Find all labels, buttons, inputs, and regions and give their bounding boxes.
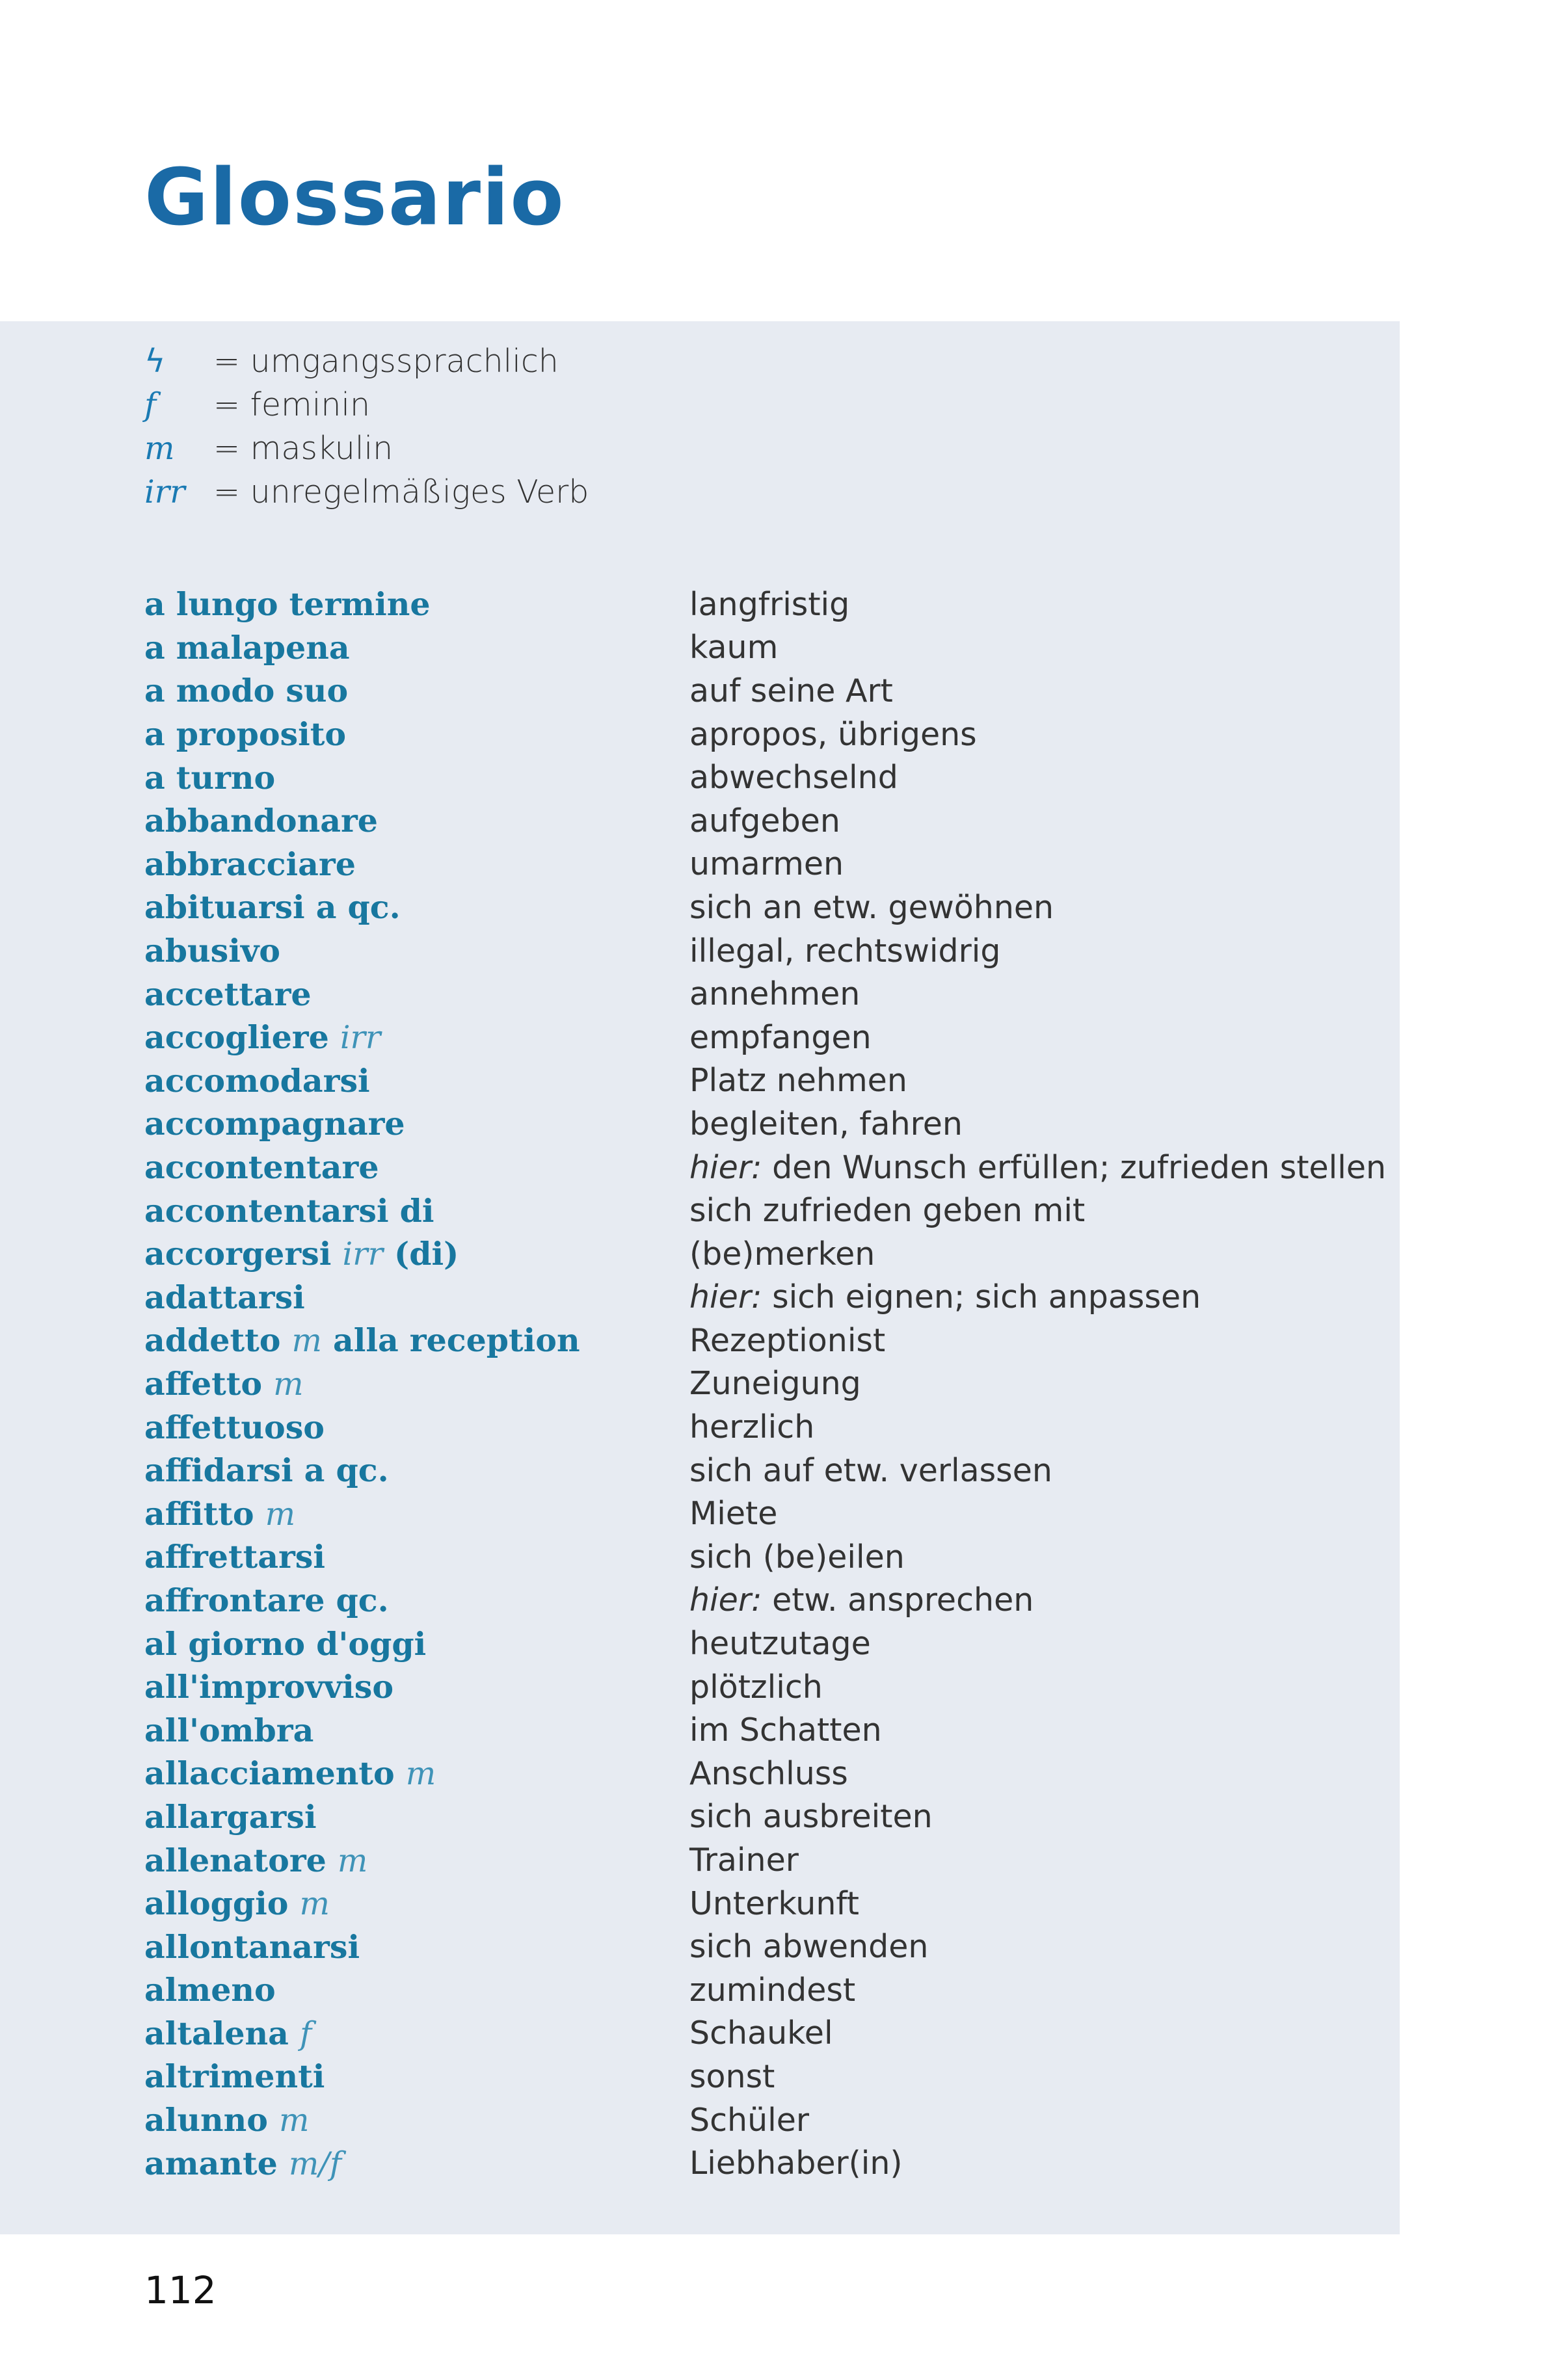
italian-term [144,932,689,970]
term-word: a lungo termine [144,585,431,624]
term-word: abituarsi a qc. [144,888,401,927]
translation-text: Schüler [689,2101,810,2139]
glossary-entry [144,1838,1386,1882]
italian-term [144,672,689,709]
glossary-entry [144,626,1386,670]
term-word: all'ombra [144,1711,314,1749]
translation-text: Schaukel [689,2015,833,2052]
german-translation [689,1885,859,1922]
translation-text: etw. ansprechen [772,1581,1034,1619]
translation-text: sich (be)eilen [689,1538,905,1576]
italian-term [144,1192,689,1230]
grammar-marker: irr [342,1236,383,1273]
german-translation [689,1495,777,1532]
usage-qualifier: hier: [689,1581,762,1619]
grammar-marker: m [337,1842,368,1879]
glossary-entry [144,1795,1386,1839]
german-translation [689,1322,885,1359]
glossary-entry [144,1405,1386,1449]
translation-text: sich zufrieden geben mit [689,1192,1086,1230]
glossary-entry [144,886,1386,929]
german-translation [689,672,893,709]
glossary-entry [144,1276,1386,1319]
term-word: affettuoso [144,1408,325,1446]
term-word: alunno [144,2101,268,2139]
italian-term [144,1495,689,1533]
german-translation [689,1712,882,1749]
german-translation [689,1755,848,1792]
translation-text: Rezeptionist [689,1321,886,1359]
italian-term [144,2057,689,2095]
grammar-marker: m [273,1365,304,1403]
italian-term [144,1581,689,1619]
glossary-entry [144,1968,1386,2012]
translation-text: sich ausbreiten [689,1798,933,1836]
term-suffix: (di) [394,1235,459,1273]
translation-text: zumindest [689,1971,856,2009]
legend-row-irregular [144,470,589,514]
legend-meaning: = unregelmäßiges Verb [213,473,589,510]
term-word: abbracciare [144,845,356,883]
italian-term [144,2015,689,2052]
translation-text: sonst [689,2057,775,2095]
translation-text: plötzlich [689,1668,823,1706]
glossary-entry [144,1232,1386,1276]
page-title: Glossario [144,153,565,243]
german-translation [689,889,1054,926]
term-word: allargarsi [144,1797,317,1836]
term-word: allontanarsi [144,1927,360,1966]
translation-text: annehmen [689,975,861,1013]
italian-term [144,1235,689,1273]
german-translation [689,1365,861,1402]
german-translation [689,1192,1085,1229]
german-translation [689,1452,1052,1489]
translation-text: apropos, übrigens [689,715,977,753]
italian-term [144,715,689,753]
glossary-entry [144,1752,1386,1795]
term-word: affrontare qc. [144,1581,389,1619]
glossary-entry [144,1882,1386,1925]
translation-text: (be)merken [689,1235,875,1273]
usage-qualifier: hier: [689,1278,762,1316]
glossary-entry [144,669,1386,713]
term-word: addetto [144,1321,281,1360]
italian-term [144,1712,689,1749]
term-word: al giorno d'oggi [144,1624,427,1663]
italian-term [144,1365,689,1403]
glossary-entry [144,1059,1386,1103]
grammar-marker: m [291,1322,322,1360]
german-translation [689,845,844,882]
term-word: abbandonare [144,802,378,840]
italian-term [144,1754,689,1792]
translation-text: umarmen [689,845,844,883]
italian-term [144,1668,689,1706]
italian-term [144,1538,689,1576]
term-word: affrettarsi [144,1538,325,1576]
german-translation [689,2058,775,2095]
glossary-entry [144,1362,1386,1406]
term-word: almeno [144,1971,276,2009]
glossary-entry [144,1146,1386,1189]
italian-term [144,1321,689,1359]
german-translation [689,2015,833,2052]
grammar-marker: irr [340,1019,381,1057]
term-word: abusivo [144,932,280,970]
german-translation [689,1581,1034,1619]
german-translation [689,1408,814,1446]
glossary-entry [144,1016,1386,1059]
italian-term [144,1018,689,1056]
translation-text: Liebhaber(in) [689,2145,903,2182]
german-translation [689,1149,1386,1186]
glossary-entry [144,1449,1386,1492]
term-word: accomodarsi [144,1061,370,1100]
translation-text: sich auf etw. verlassen [689,1451,1052,1489]
glossary-entry-list [144,583,1386,2185]
translation-text: sich eignen; sich anpassen [772,1278,1201,1316]
legend-row-colloquial [144,339,589,383]
term-word: altrimenti [144,2057,325,2096]
translation-text: Anschluss [689,1754,848,1792]
translation-text: sich an etw. gewöhnen [689,888,1054,926]
grammar-marker: m [279,2102,310,2139]
translation-text: Platz nehmen [689,1062,907,1100]
term-word: allenatore [144,1841,327,1879]
italian-term [144,1408,689,1446]
translation-text: illegal, rechtswidrig [689,932,1001,970]
grammar-marker: m [405,1755,436,1793]
glossary-entry [144,1708,1386,1752]
glossary-entry [144,713,1386,756]
german-translation [689,1278,1201,1316]
glossary-entry [144,1319,1386,1362]
german-translation [689,802,840,840]
term-word: a proposito [144,715,347,754]
german-translation [689,975,860,1012]
translation-text: langfristig [689,585,850,623]
translation-text: im Schatten [689,1712,882,1749]
term-suffix: alla reception [333,1321,580,1360]
german-translation [689,1019,872,1056]
term-word: amante [144,2144,278,2182]
translation-text: aufgeben [689,802,840,840]
italian-term [144,1625,689,1663]
translation-text: Zuneigung [689,1365,861,1403]
german-translation [689,1625,871,1662]
term-word: accompagnare [144,1105,405,1143]
term-word: accontentare [144,1148,379,1187]
german-translation [689,1236,875,1273]
term-word: a malapena [144,628,350,667]
term-word: accorgersi [144,1235,332,1273]
glossary-entry [144,2141,1386,2185]
grammar-marker: m [299,1885,330,1923]
translation-text: heutzutage [689,1625,871,1663]
translation-text: den Wunsch erfüllen; zufrieden stellen [772,1148,1387,1186]
term-word: affitto [144,1494,254,1533]
glossary-entry [144,799,1386,843]
term-word: accontentarsi di [144,1191,434,1230]
translation-text: kaum [689,629,779,667]
glossary-entry [144,1102,1386,1146]
glossary-entry [144,1579,1386,1622]
abbreviation-legend [144,339,589,514]
german-translation [689,1798,933,1835]
italian-term [144,629,689,667]
grammar-marker: f [299,2015,312,2052]
translation-text: abwechselnd [689,759,898,797]
german-translation [689,1842,799,1879]
german-translation [689,1972,855,2009]
legend-row-masculine [144,427,589,470]
italian-term [144,888,689,926]
term-word: accogliere [144,1018,329,1057]
legend-meaning: = feminin [213,386,371,423]
glossary-entry [144,1925,1386,1968]
italian-term [144,1278,689,1316]
italian-term [144,759,689,797]
glossary-entry [144,972,1386,1016]
italian-term [144,1451,689,1489]
german-translation [689,1062,907,1099]
german-translation [689,1539,905,1576]
german-translation [689,2145,903,2182]
glossary-entry [144,1535,1386,1579]
term-word: allacciamento [144,1754,395,1793]
german-translation [689,1669,823,1706]
translation-text: Miete [689,1495,778,1533]
german-translation [689,1105,963,1143]
italian-term [144,1105,689,1143]
glossary-entry [144,2055,1386,2098]
italian-term [144,975,689,1013]
glossary-entry [144,756,1386,799]
term-word: accettare [144,975,312,1013]
term-word: a modo suo [144,672,349,710]
term-word: a turno [144,758,276,797]
glossary-entry [144,1189,1386,1232]
italian-term [144,1884,689,1922]
translation-text: auf seine Art [689,672,893,709]
glossary-entry [144,1622,1386,1665]
italian-term [144,1842,689,1879]
german-translation [689,586,849,623]
italian-term [144,1798,689,1836]
term-word: alloggio [144,1884,289,1923]
term-word: altalena [144,2014,289,2052]
glossary-entry [144,929,1386,973]
usage-qualifier: hier: [689,1148,762,1186]
term-word: adattarsi [144,1278,305,1316]
german-translation [689,932,1001,970]
term-word: affidarsi a qc. [144,1451,389,1490]
german-translation [689,1928,928,1965]
glossary-entry [144,1665,1386,1709]
page-number: 112 [144,2268,217,2312]
glossary-entry [144,1492,1386,1535]
translation-text: begleiten, fahren [689,1105,963,1143]
italian-term [144,802,689,840]
translation-text: Trainer [689,1842,799,1879]
term-word: affetto [144,1364,263,1403]
german-translation [689,2102,809,2139]
glossary-entry [144,2012,1386,2056]
legend-abbr: f [144,386,157,423]
legend-meaning: = maskulin [213,430,394,467]
italian-term [144,2145,689,2182]
italian-term [144,1928,689,1966]
german-translation [689,716,977,753]
german-translation [689,629,778,666]
legend-abbr: irr [144,473,185,510]
translation-text: herzlich [689,1408,815,1446]
italian-term [144,2101,689,2139]
italian-term [144,1148,689,1186]
translation-text: sich abwenden [689,1928,929,1966]
legend-abbr: m [144,430,175,467]
glossary-entry [144,843,1386,886]
translation-text: empfangen [689,1018,872,1056]
grammar-marker: m [265,1495,296,1533]
grammar-marker: m/f [288,2145,341,2182]
legend-row-feminine [144,383,589,427]
glossary-entry [144,583,1386,626]
italian-term [144,845,689,883]
german-translation [689,759,898,796]
legend-meaning: = umgangssprachlich [213,343,559,380]
italian-term [144,1971,689,2009]
italian-term [144,585,689,623]
translation-text: Unterkunft [689,1884,860,1922]
glossary-entry [144,2098,1386,2142]
lightning-icon: ϟ [144,343,166,380]
term-word: all'improvviso [144,1668,394,1706]
italian-term [144,1062,689,1100]
